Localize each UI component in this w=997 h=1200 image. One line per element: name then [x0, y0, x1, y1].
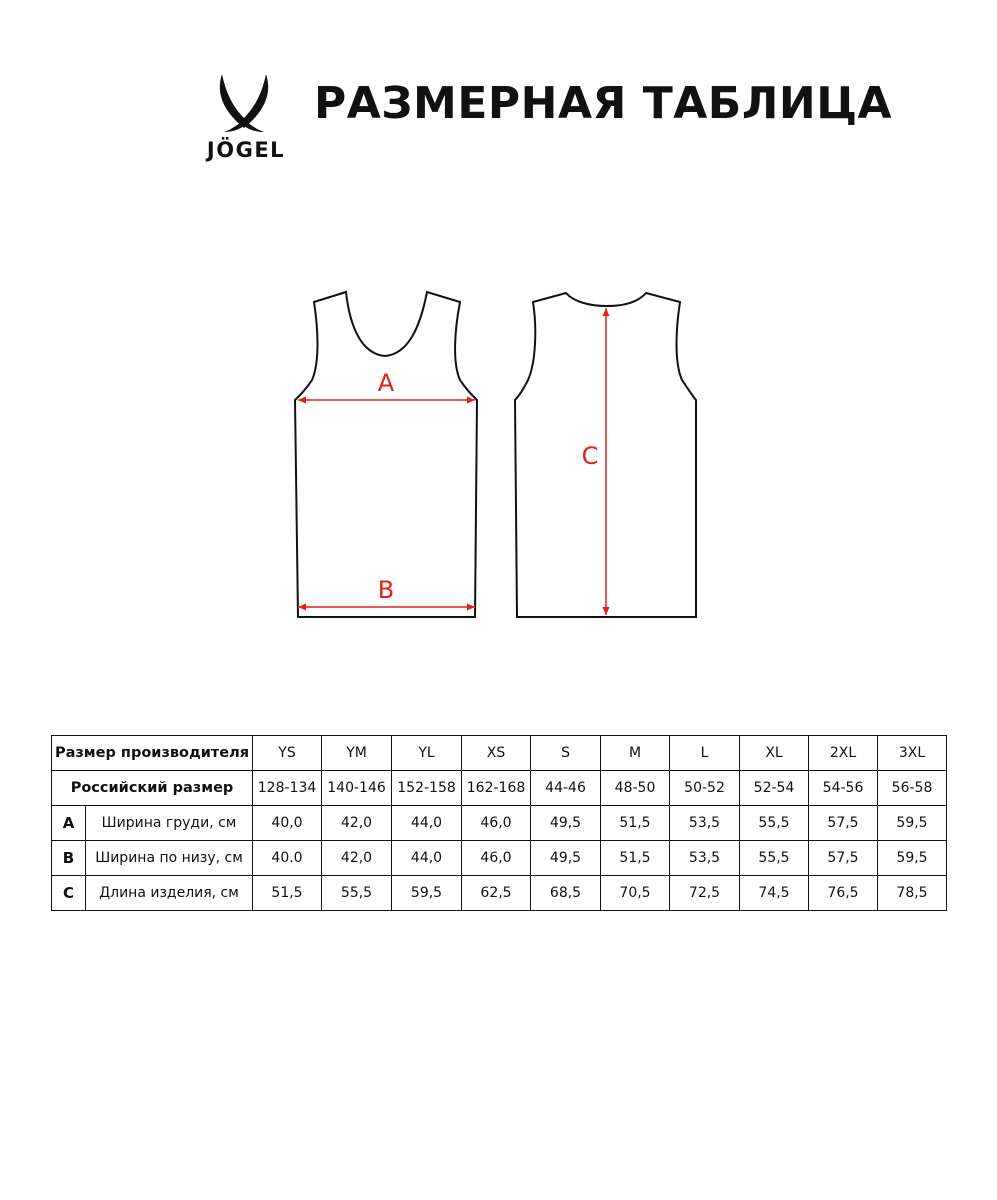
size-cell: 2XL: [809, 736, 878, 771]
page-title: РАЗМЕРНАЯ ТАБЛИЦА: [314, 78, 893, 129]
russian-size-cell: 152-158: [392, 771, 462, 806]
value-cell: 46,0: [462, 841, 531, 876]
table-row: [52, 841, 947, 876]
russian-size-label: Российский размер: [52, 771, 253, 806]
value-cell: 70,5: [601, 876, 670, 911]
size-cell: YS: [253, 736, 322, 771]
value-cell: 44,0: [392, 806, 462, 841]
size-cell: XS: [462, 736, 531, 771]
value-cell: 51,5: [601, 806, 670, 841]
value-cell: 74,5: [740, 876, 809, 911]
russian-size-cell: 162-168: [462, 771, 531, 806]
russian-size-cell: 128-134: [253, 771, 322, 806]
value-cell: 49,5: [531, 841, 601, 876]
manufacturer-size-row: [52, 736, 947, 771]
value-cell: 55,5: [740, 841, 809, 876]
value-cell: 59,5: [392, 876, 462, 911]
value-cell: 57,5: [809, 806, 878, 841]
value-cell: 68,5: [531, 876, 601, 911]
russian-size-row: [52, 771, 947, 806]
value-cell: 55,5: [322, 876, 392, 911]
value-cell: 72,5: [670, 876, 740, 911]
value-cell: 51,5: [253, 876, 322, 911]
value-cell: 53,5: [670, 806, 740, 841]
measure-name: Длина изделия, см: [86, 876, 253, 911]
value-cell: 42,0: [322, 806, 392, 841]
size-cell: YL: [392, 736, 462, 771]
value-cell: 59,5: [878, 806, 947, 841]
table-row: [52, 806, 947, 841]
measure-label-a: A: [377, 369, 395, 397]
russian-size-cell: 48-50: [601, 771, 670, 806]
measure-letter: B: [52, 841, 86, 876]
value-cell: 40.0: [253, 841, 322, 876]
measure-letter: C: [52, 876, 86, 911]
russian-size-cell: 44-46: [531, 771, 601, 806]
value-cell: 59,5: [878, 841, 947, 876]
value-cell: 49,5: [531, 806, 601, 841]
size-cell: 3XL: [878, 736, 947, 771]
russian-size-cell: 56-58: [878, 771, 947, 806]
garment-diagram: [270, 280, 730, 640]
russian-size-cell: 50-52: [670, 771, 740, 806]
size-cell: YM: [322, 736, 392, 771]
measure-label-c: C: [581, 442, 599, 470]
measure-name: Ширина по низу, см: [86, 841, 253, 876]
size-table: [51, 735, 947, 911]
russian-size-cell: 54-56: [809, 771, 878, 806]
value-cell: 40,0: [253, 806, 322, 841]
value-cell: 53,5: [670, 841, 740, 876]
measure-label-b: B: [377, 576, 395, 604]
manufacturer-size-label: Размер производителя: [52, 736, 253, 771]
value-cell: 51,5: [601, 841, 670, 876]
brand-name: JÖGEL: [206, 138, 286, 162]
russian-size-cell: 140-146: [322, 771, 392, 806]
value-cell: 76,5: [809, 876, 878, 911]
size-cell: M: [601, 736, 670, 771]
value-cell: 55,5: [740, 806, 809, 841]
size-cell: L: [670, 736, 740, 771]
measure-letter: A: [52, 806, 86, 841]
value-cell: 57,5: [809, 841, 878, 876]
size-cell: XL: [740, 736, 809, 771]
measure-name: Ширина груди, см: [86, 806, 253, 841]
value-cell: 78,5: [878, 876, 947, 911]
front-outline: [295, 292, 477, 617]
value-cell: 44,0: [392, 841, 462, 876]
value-cell: 42,0: [322, 841, 392, 876]
table-row: [52, 876, 947, 911]
size-cell: S: [531, 736, 601, 771]
value-cell: 46,0: [462, 806, 531, 841]
russian-size-cell: 52-54: [740, 771, 809, 806]
value-cell: 62,5: [462, 876, 531, 911]
